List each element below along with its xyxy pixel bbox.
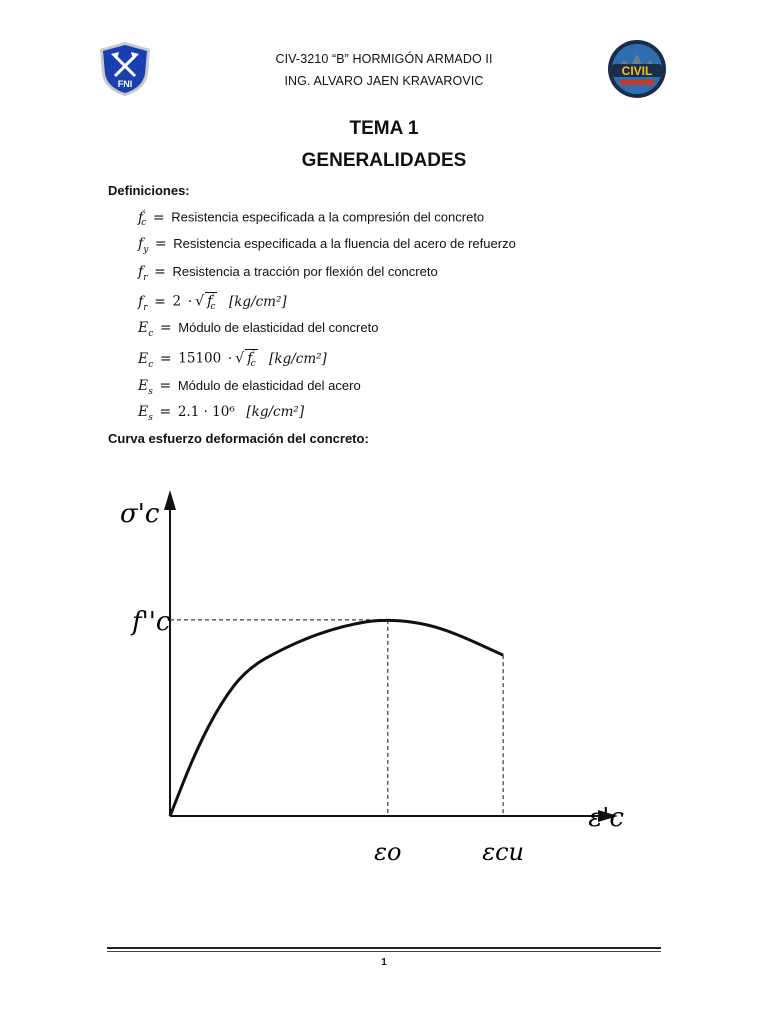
definition-ec: $E_c$ = Módulo de elasticidad del concreto: [138, 320, 379, 339]
page-number: 1: [381, 957, 387, 968]
stress-strain-chart: [110, 476, 630, 876]
formula-es: $E_s = 2.1 \cdot 10^6$ [kg/cm²]: [138, 404, 305, 423]
definition-text: Módulo de elasticidad del acero: [177, 378, 361, 393]
epsilon-cu-label: εcu: [482, 838, 525, 866]
symbol-fc: $f'_c$: [138, 209, 147, 229]
definition-es: $E_s$ = Módulo de elasticidad del acero: [138, 378, 361, 397]
coefficient: 15100: [178, 350, 222, 367]
curve-heading: Curva esfuerzo deformación del concreto:: [108, 431, 369, 446]
symbol-es: $E_s$: [138, 378, 153, 397]
radicand: $f'_c$: [247, 350, 256, 370]
unit: [kg/cm²]: [228, 293, 287, 310]
y-axis-arrow: [164, 490, 176, 510]
symbol-fr: $f_r$: [138, 293, 148, 313]
formula-fr: $f_r = 2$ · √ $f'_c$ [kg/cm²]: [138, 293, 287, 313]
peak-stress-label: f''c: [132, 606, 171, 637]
x-axis-label: ε'c: [588, 803, 624, 833]
definitions-heading: Definiciones:: [108, 183, 190, 198]
document-header: [180, 48, 588, 92]
formula-ec: $E_c = 15100$ · √ $f'_c$ [kg/cm²]: [138, 350, 327, 370]
definition-fr: $f_r$ = Resistencia a tracción por flexión del concreto: [138, 264, 438, 283]
symbol-fr: $f_r$: [138, 264, 148, 283]
fni-logo-text: FNI: [117, 79, 133, 89]
civil-emblem-logo: [606, 38, 668, 100]
symbol-es: $E_s$: [138, 404, 153, 423]
y-axis-label: σ'c: [120, 499, 160, 529]
definition-text: Resistencia especificada a la compresión del concreto: [171, 209, 485, 225]
instructor-name: ING. ALVARO JAEN KRAVAROVIC: [284, 74, 484, 88]
footer-rule-thin: [107, 951, 661, 952]
stress-strain-curve: [170, 620, 503, 816]
unit: [kg/cm²]: [269, 350, 327, 367]
unit: [kg/cm²]: [246, 404, 305, 420]
definition-fc: $f'_c$ = Resistencia especificada a la compresión del concreto: [138, 209, 485, 229]
course-title: CIV-3210 “B” HORMIGÓN ARMADO II: [275, 52, 493, 66]
symbol-ec: $E_c$: [138, 320, 154, 339]
radicand: $f'_c$: [207, 293, 216, 313]
symbol-fy: $f_y$: [138, 236, 149, 255]
footer-rule: [107, 947, 661, 949]
coefficient: 2: [172, 293, 182, 310]
topic-number: TEMA 1: [349, 118, 419, 139]
definition-text: Resistencia a tracción por flexión del concreto: [172, 264, 438, 279]
definition-text: Módulo de elasticidad del concreto: [178, 320, 379, 335]
topic-title: GENERALIDADES: [301, 150, 467, 171]
definition-text: Resistencia especificada a la fluencia del acero de refuerzo: [173, 236, 516, 251]
symbol-ec: $E_c$: [138, 350, 154, 370]
steel-modulus-value: 2.1 · 10⁶: [177, 404, 235, 420]
epsilon-o-label: εo: [374, 838, 402, 866]
definition-fy: $f_y$ = Resistencia especificada a la fluencia del acero de refuerzo: [138, 236, 516, 255]
civil-logo-text: CIVIL: [621, 64, 653, 78]
fni-shield-logo: [96, 40, 154, 98]
